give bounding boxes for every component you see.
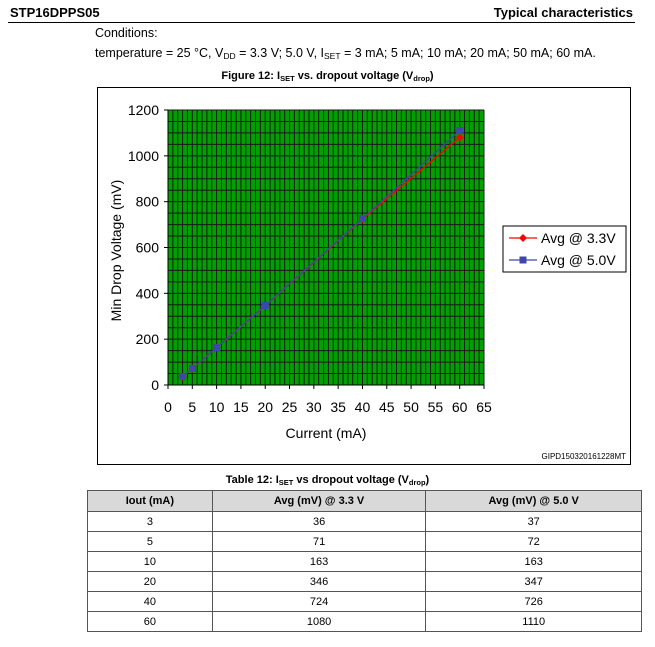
conditions-title: Conditions: xyxy=(95,26,158,40)
table-cell: 724 xyxy=(212,592,426,612)
table-cell: 60 xyxy=(88,612,213,632)
conditions-text: = 3.3 V; 5.0 V, I xyxy=(235,46,324,60)
table-cell: 346 xyxy=(212,572,426,592)
x-tick-label: 40 xyxy=(354,399,371,415)
legend-marker xyxy=(520,257,527,264)
x-tick-label: 5 xyxy=(188,399,197,415)
x-tick-label: 10 xyxy=(208,399,225,415)
table-cell: 1110 xyxy=(426,612,642,632)
caption-text: Table 12: I xyxy=(225,474,279,486)
caption-subscript: drop xyxy=(413,74,430,83)
table-cell: 726 xyxy=(426,592,642,612)
table-cell: 347 xyxy=(426,572,642,592)
caption-subscript: SET xyxy=(280,74,295,83)
data-point-avg-5v0 xyxy=(179,373,186,380)
table-row xyxy=(88,592,642,612)
x-tick-label: 65 xyxy=(476,399,492,415)
caption-text: vs dropout voltage (V xyxy=(293,474,409,486)
figure-code: GIPD150320161228MT xyxy=(541,452,626,461)
data-point-avg-5v0 xyxy=(359,215,366,222)
table-header-cell: Iout (mA) xyxy=(88,491,213,512)
x-tick-label: 0 xyxy=(164,399,172,415)
y-tick-label: 0 xyxy=(151,377,159,393)
x-tick-label: 35 xyxy=(330,399,346,415)
table-cell: 1080 xyxy=(212,612,426,632)
y-axis-title: Min Drop Voltage (mV) xyxy=(108,179,124,322)
table-cell: 163 xyxy=(426,552,642,572)
table-cell: 36 xyxy=(212,512,426,532)
table-cell: 3 xyxy=(88,512,213,532)
x-tick-label: 45 xyxy=(378,399,395,415)
document-id: STP16DPPS05 xyxy=(10,5,100,20)
conditions-subscript: DD xyxy=(223,51,236,61)
y-tick-label: 400 xyxy=(135,285,159,302)
data-point-avg-5v0 xyxy=(262,302,269,309)
table-row xyxy=(88,552,642,572)
x-axis-title: Current (mA) xyxy=(285,425,367,441)
table-row xyxy=(88,612,642,632)
caption-text: ) xyxy=(425,474,430,486)
table-cell: 71 xyxy=(212,532,426,552)
x-tick-label: 60 xyxy=(451,399,468,415)
conditions-subscript: SET xyxy=(323,51,341,61)
y-tick-label: 1200 xyxy=(127,102,159,118)
table-cell: 20 xyxy=(88,572,213,592)
dropout-table xyxy=(87,490,642,632)
y-tick-label: 800 xyxy=(135,193,159,210)
conditions-text: = 3 mA; 5 mA; 10 mA; 20 mA; 50 mA; 60 mA. xyxy=(340,46,596,60)
table-cell: 37 xyxy=(426,512,642,532)
y-tick-label: 1000 xyxy=(127,147,159,164)
section-title: Typical characteristics xyxy=(493,5,633,20)
x-tick-label: 50 xyxy=(403,399,419,415)
data-point-avg-5v0 xyxy=(213,344,220,351)
y-tick-label: 600 xyxy=(135,239,159,256)
table-cell: 5 xyxy=(88,532,213,552)
table-header-row xyxy=(88,491,642,512)
caption-text: vs. dropout voltage (V xyxy=(294,70,414,82)
table-cell: 163 xyxy=(212,552,426,572)
caption-subscript: drop xyxy=(408,478,426,487)
caption-text: Figure 12: I xyxy=(221,70,281,82)
table-row xyxy=(88,512,642,532)
table-cell: 40 xyxy=(88,592,213,612)
caption-subscript: SET xyxy=(278,478,294,487)
x-tick-label: 55 xyxy=(427,399,444,415)
x-tick-label: 15 xyxy=(233,399,249,415)
data-point-avg-5v0 xyxy=(189,365,196,372)
table-cell: 72 xyxy=(426,532,642,552)
x-tick-label: 30 xyxy=(306,399,322,415)
y-tick-label: 200 xyxy=(135,331,159,348)
table-row xyxy=(88,572,642,592)
legend-label: Avg @ 5.0V xyxy=(541,252,616,268)
table-cell: 10 xyxy=(88,552,213,572)
table-header-cell: Avg (mV) @ 3.3 V xyxy=(212,491,426,512)
table-row xyxy=(88,532,642,552)
caption-text: ) xyxy=(429,70,434,82)
conditions-text: temperature = 25 °C, V xyxy=(95,46,224,60)
legend-label: Avg @ 3.3V xyxy=(541,230,616,246)
x-tick-label: 25 xyxy=(281,399,298,415)
x-tick-label: 20 xyxy=(257,399,274,415)
table-caption xyxy=(0,474,655,487)
table-header-cell: Avg (mV) @ 5.0 V xyxy=(426,491,642,512)
data-point-avg-5v0 xyxy=(456,127,463,134)
